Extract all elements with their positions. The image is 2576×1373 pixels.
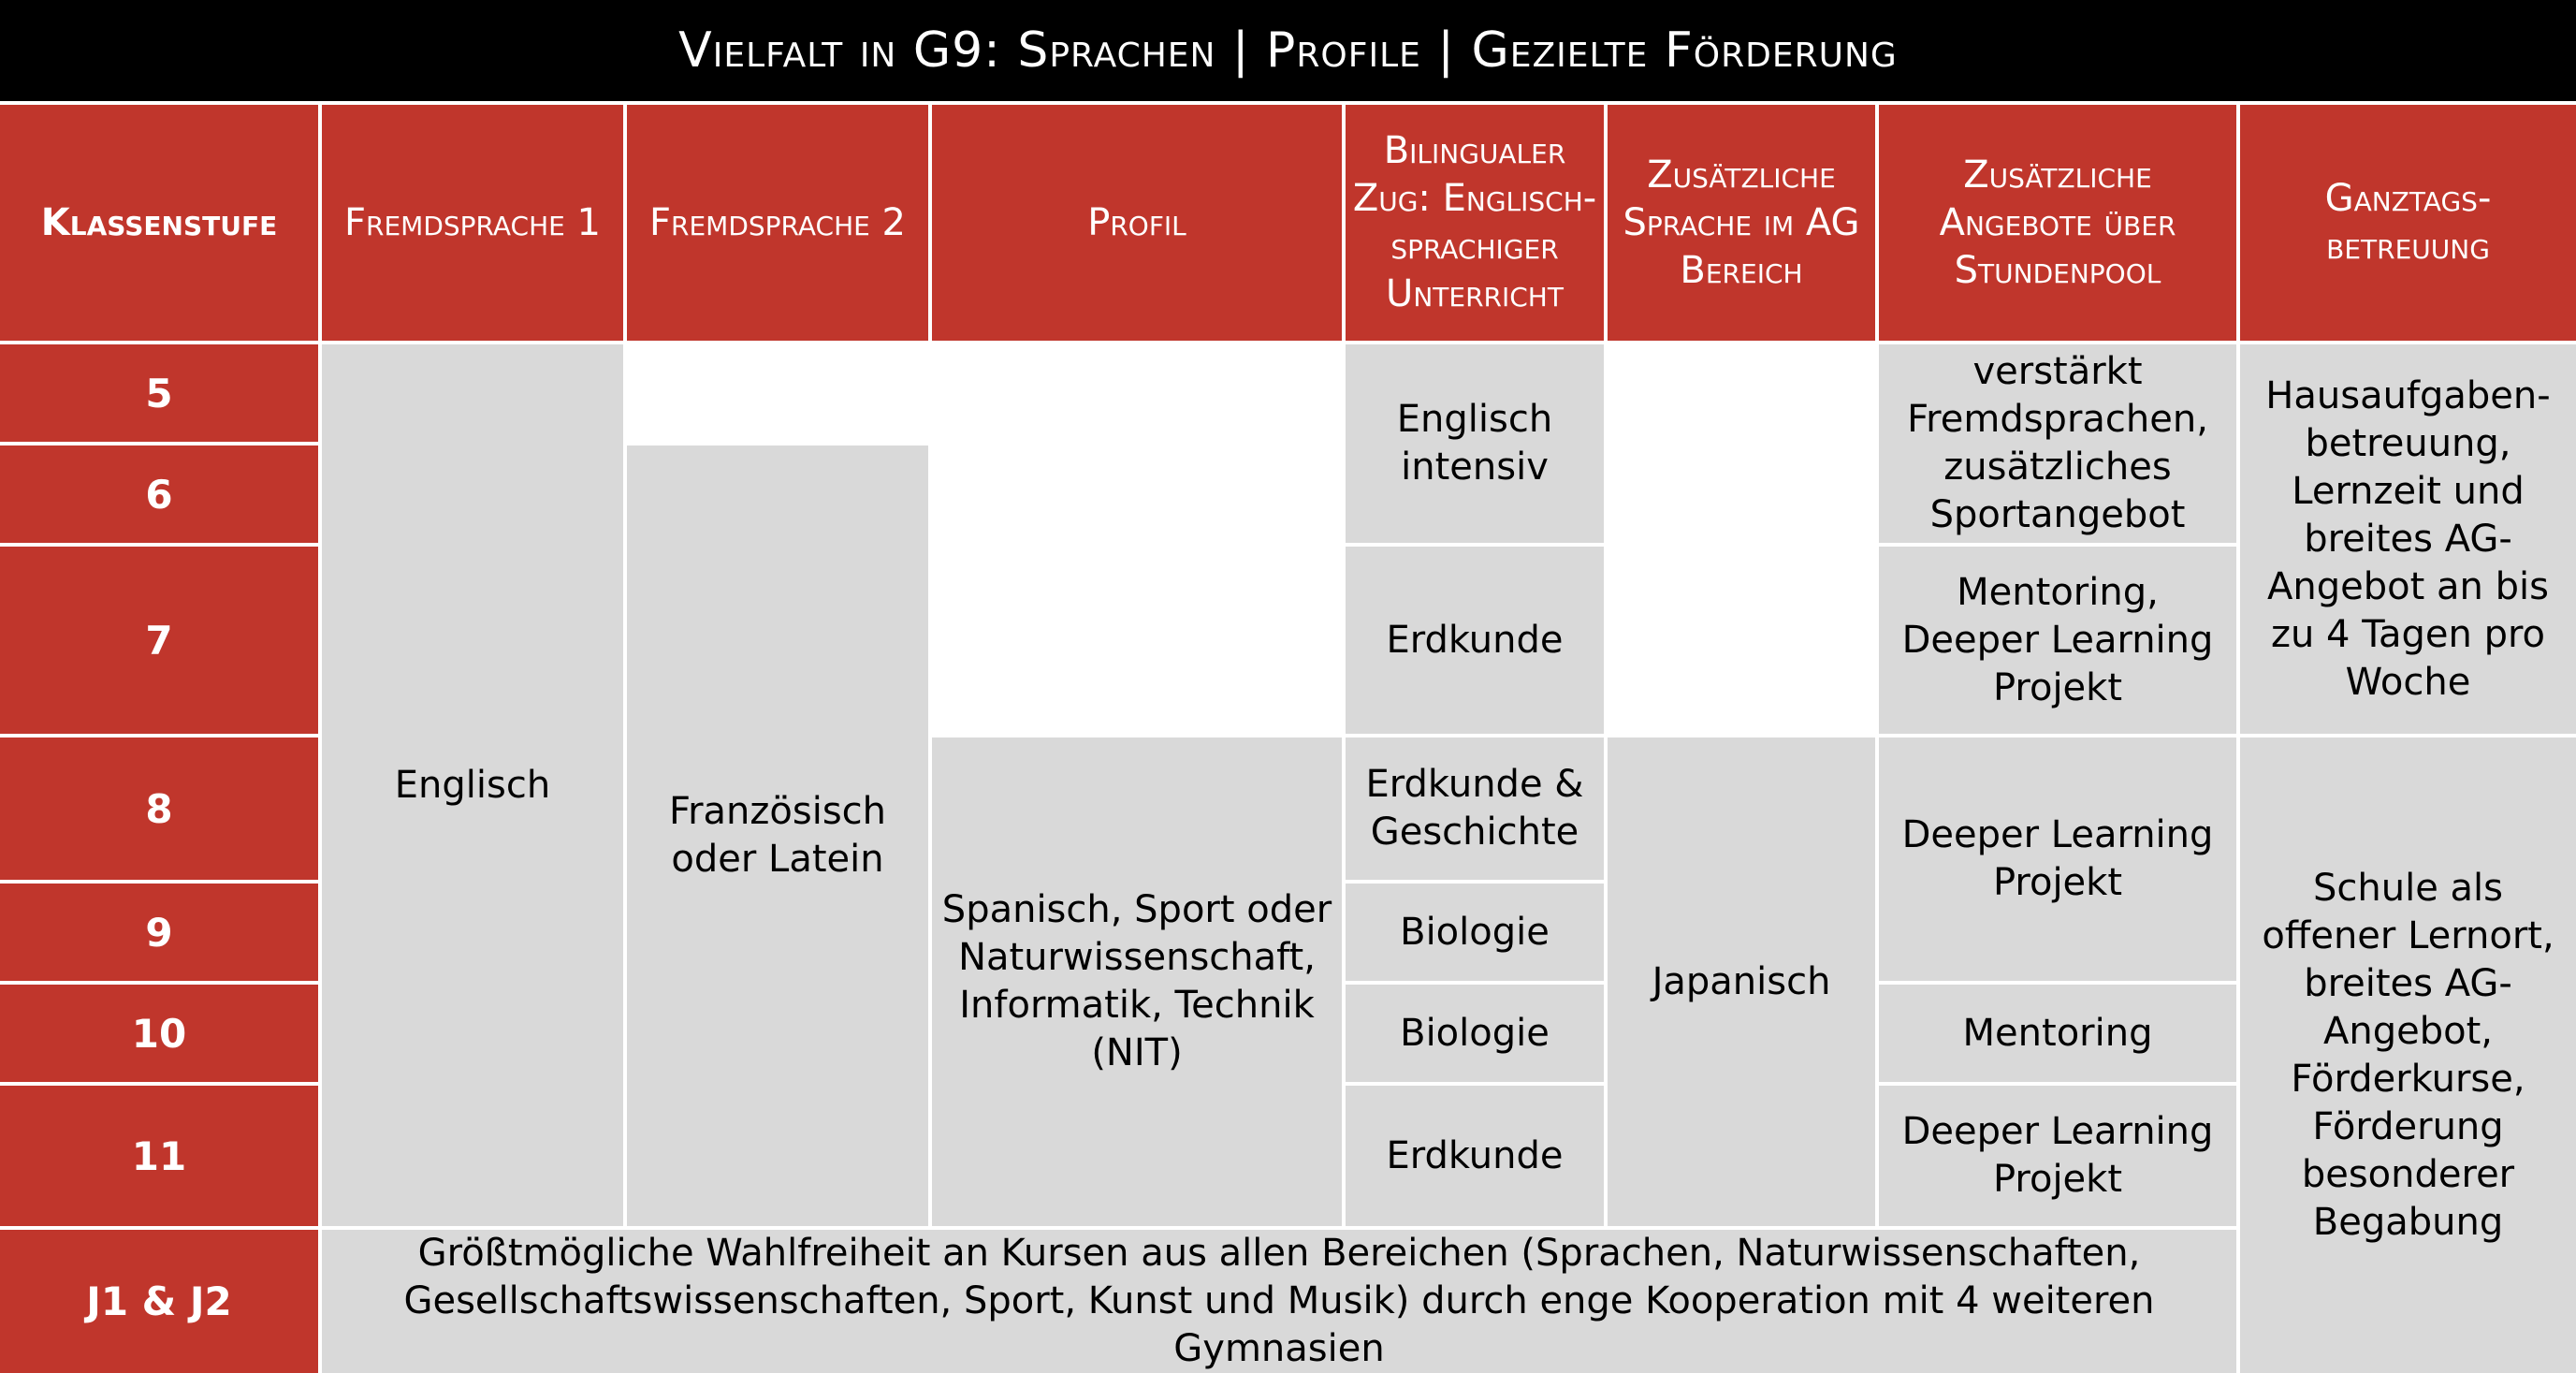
header-fremdsprache-1: Fremdsprache 1 (322, 105, 623, 341)
grade-7: 7 (0, 547, 318, 734)
grade-6: 6 (0, 445, 318, 543)
grade-j1-j2: J1 & J2 (0, 1230, 318, 1373)
header-zusaetzliche-angebote: Zusätzliche Angebote über Stundenpool (1879, 105, 2236, 341)
cell-bilingual-11: Erdkunde (1346, 1086, 1604, 1226)
header-ganztag: Ganztags-betreuung (2240, 105, 2576, 341)
cell-fremdsprache-1: Englisch (322, 344, 623, 1226)
cell-fremdsprache-2-empty (627, 344, 928, 442)
cell-bilingual-5-6: Englisch intensiv (1346, 344, 1604, 543)
cell-angebote-8-9: Deeper Learning Projekt (1879, 738, 2236, 981)
header-klassenstufe: Klassenstufe (0, 105, 318, 341)
cell-profil-empty (932, 344, 1342, 734)
header-zusaetzliche-sprache: Zusätzliche Sprache im AG Bereich (1608, 105, 1875, 341)
cell-ganztag-5-7: Hausaufgaben-betreuung, Lernzeit und breites AG-Angebot an bis zu 4 Tagen pro Woche (2240, 344, 2576, 734)
cell-sprache-ag: Japanisch (1608, 738, 1875, 1226)
cell-bilingual-10: Biologie (1346, 985, 1604, 1082)
cell-bilingual-8: Erdkunde & Geschichte (1346, 738, 1604, 880)
grade-8: 8 (0, 738, 318, 880)
cell-fremdsprache-2: Französisch oder Latein (627, 445, 928, 1226)
cell-ganztag-8-j2: Schule als offener Lernort, breites AG-Angebot, Förderkurse, Förderung besonderer Begabung (2240, 738, 2576, 1373)
header-bilingual: Bilingualer Zug: Englisch-sprachiger Unterricht (1346, 105, 1604, 341)
cell-angebote-10: Mentoring (1879, 985, 2236, 1082)
grade-9: 9 (0, 884, 318, 981)
header-profil: Profil (932, 105, 1342, 341)
grade-11: 11 (0, 1086, 318, 1226)
cell-angebote-5-6: verstärkt Fremdsprachen, zusätzliches Sportangebot (1879, 344, 2236, 543)
cell-profil: Spanisch, Sport oder Naturwissenschaft, Informatik, Technik (NIT) (932, 738, 1342, 1226)
cell-sprache-ag-empty (1608, 344, 1875, 734)
grade-10: 10 (0, 985, 318, 1082)
cell-angebote-7: Mentoring, Deeper Learning Projekt (1879, 547, 2236, 734)
header-fremdsprache-2: Fremdsprache 2 (627, 105, 928, 341)
cell-bilingual-7: Erdkunde (1346, 547, 1604, 734)
table-title: Vielfalt in G9: Sprachen | Profile | Gezielte Förderung (0, 0, 2576, 101)
grade-5: 5 (0, 344, 318, 442)
cell-j1-j2: Größtmögliche Wahlfreiheit an Kursen aus allen Bereichen (Sprachen, Naturwissenschaften, Gesellschaftswissenschaften, Sport, Kunst und Musik) durch enge Kooperation mit 4 weiteren Gymnasien (322, 1230, 2236, 1373)
cell-angebote-11: Deeper Learning Projekt (1879, 1086, 2236, 1226)
cell-bilingual-9: Biologie (1346, 884, 1604, 981)
